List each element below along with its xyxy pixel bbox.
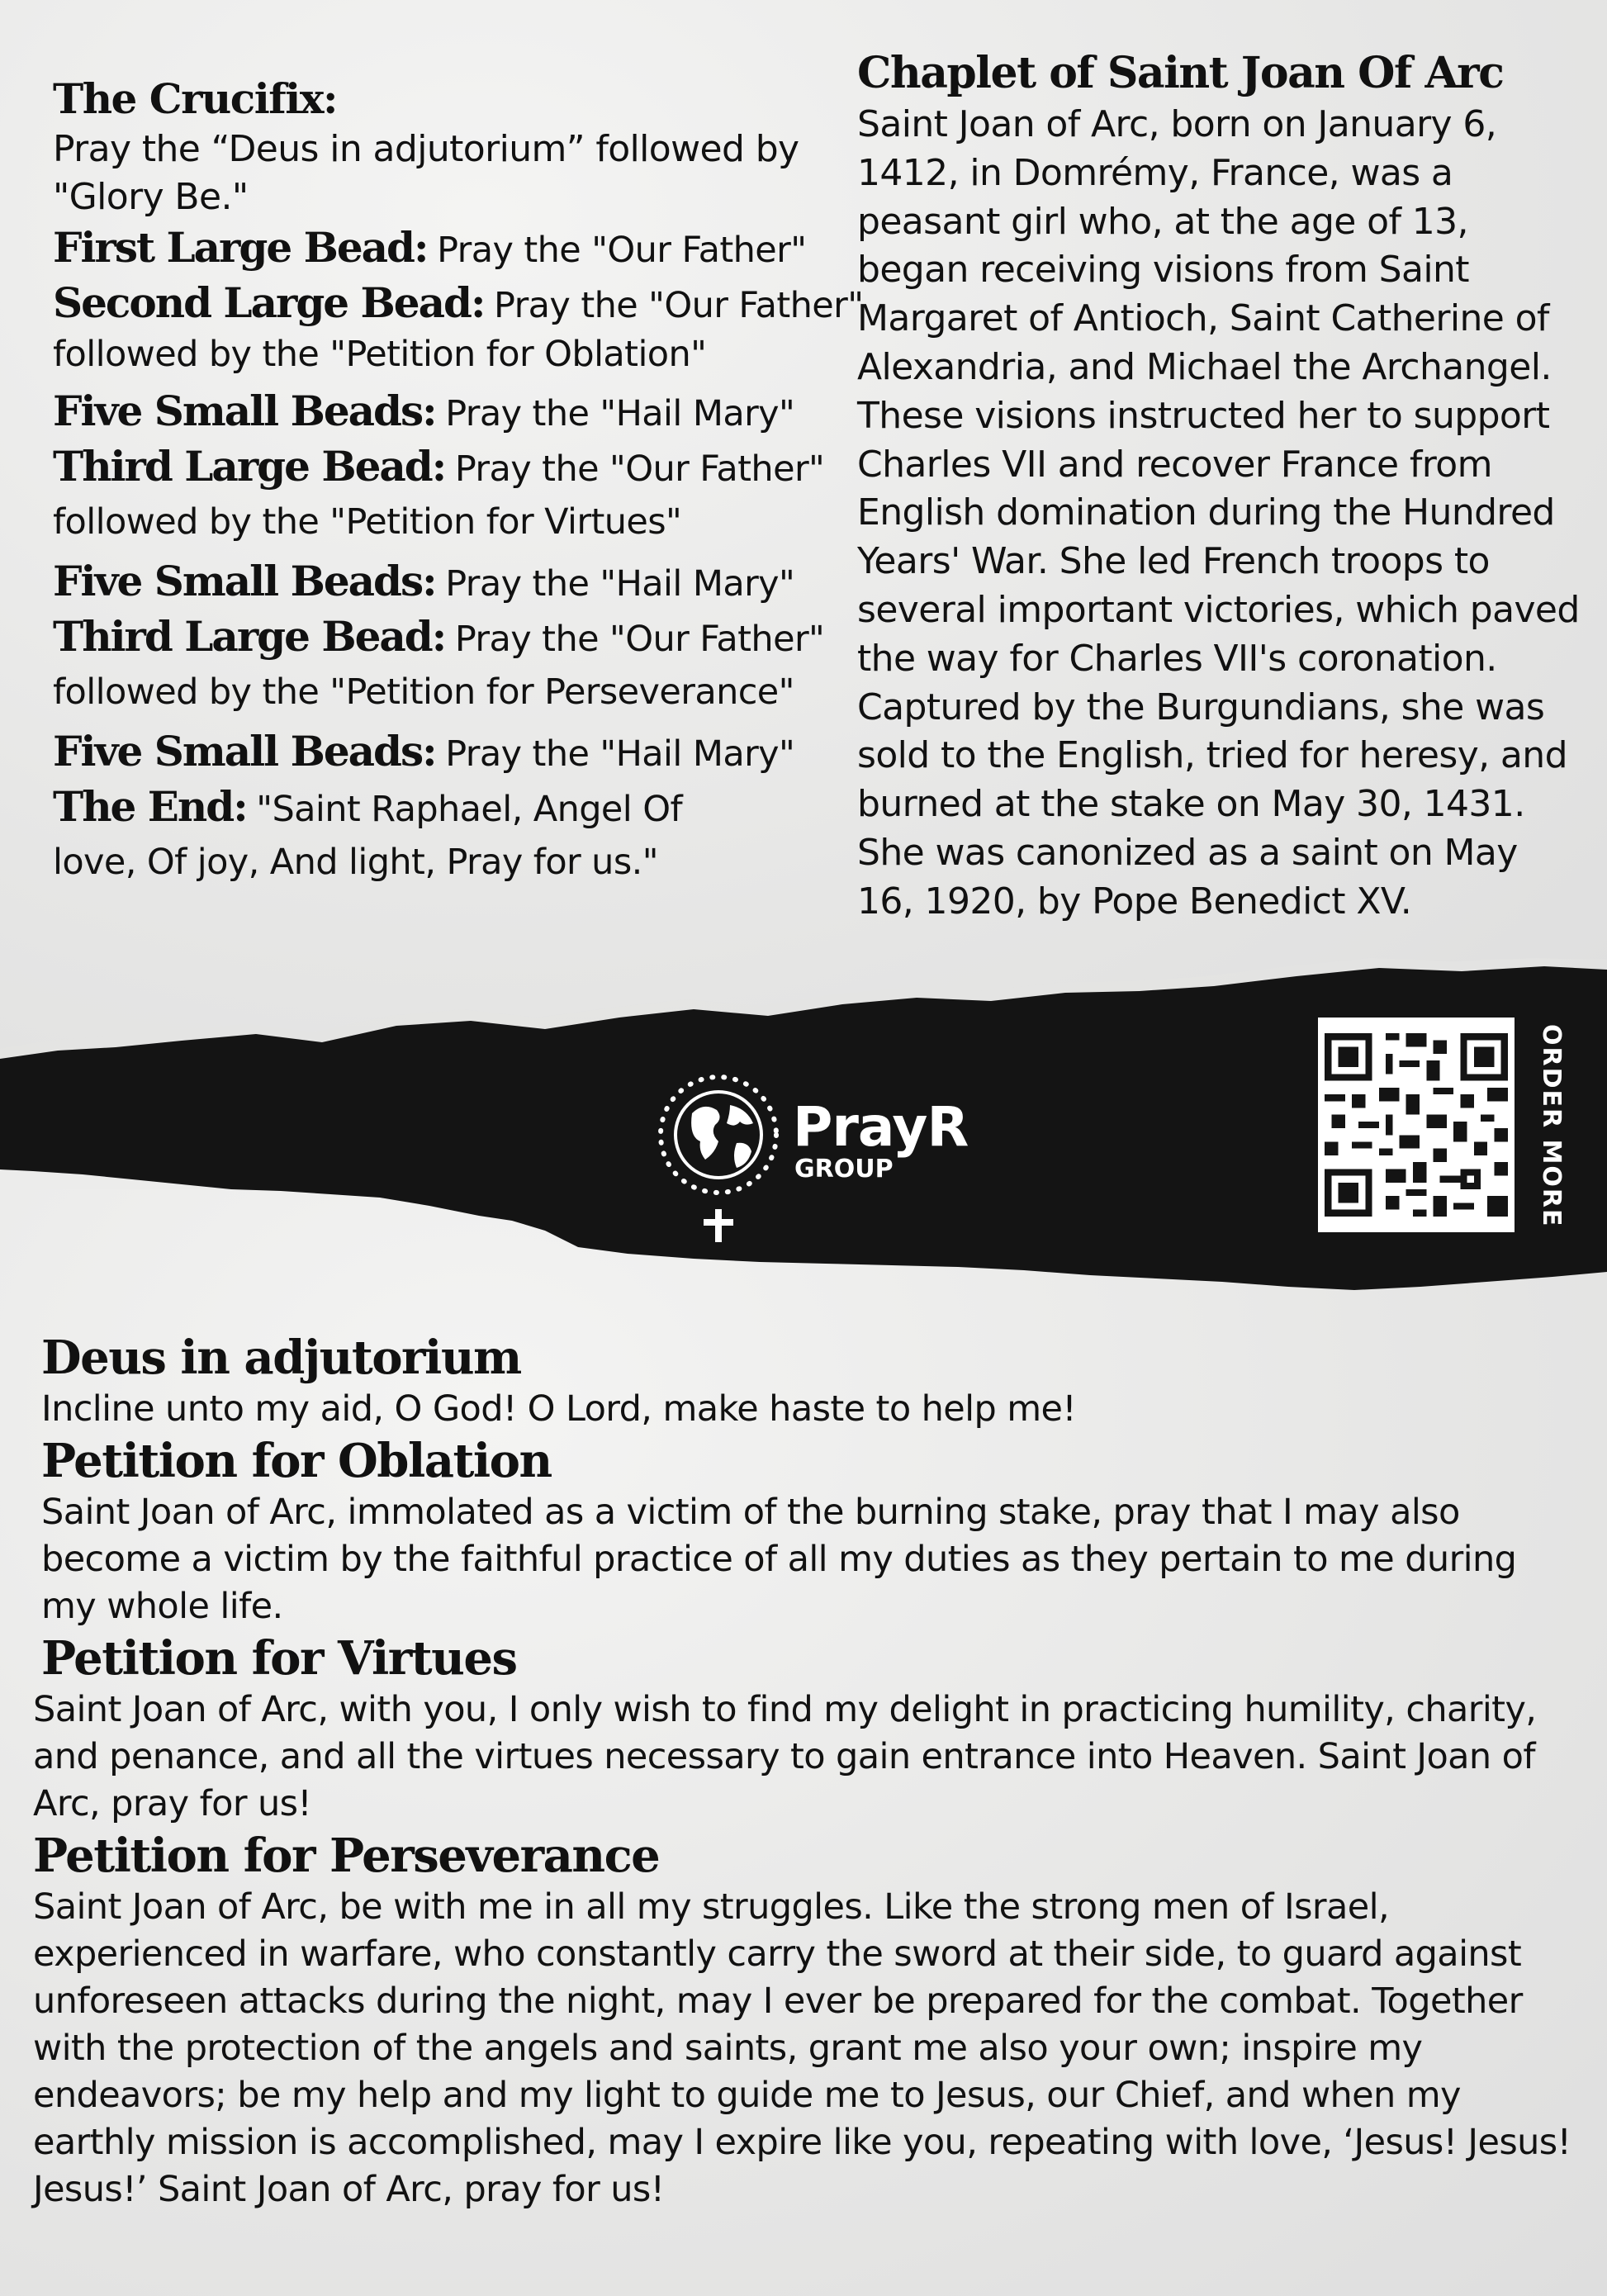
crucifix-heading: The Crucifix: bbox=[53, 74, 337, 123]
biography-text: Saint Joan of Arc, born on January 6, 1412, in Domrémy, France, was a peasant girl who, at the age of 13, began receiving visions from Saint Margaret of Antioch, Saint Catherine of Alexandria, and Michael the Archangel. These visions instructed her to support Charles VII and recover France from English domination during the Hundred Years' War. She led French troops to several important victories, which paved the way for Charles VII's coronation. Captured by the Burgundians, she was sold to the English, tried for heresy, and burned at the stake on May 30, 1431. She was canonized as a saint on May 16, 1920, by Pope Benedict XV. bbox=[857, 103, 1580, 923]
bead-row bbox=[53, 610, 846, 666]
prayer-title: Petition for Perseverance bbox=[33, 1829, 660, 1883]
prayer-text: Saint Joan of Arc, immolated as a victim of the burning stake, pray that I may also become a victim by the faithful practice of all my duties as they pertain to me during my whole life. bbox=[41, 1492, 1517, 1627]
bead-label: Third Large Bead: bbox=[53, 442, 446, 491]
biography bbox=[857, 46, 1584, 927]
bead-text: Pray the "Our Father" bbox=[454, 619, 825, 660]
bead-row bbox=[53, 780, 846, 836]
bead-label: Third Large Bead: bbox=[53, 612, 446, 661]
bead-text: Pray the "Our Father" bbox=[437, 230, 807, 271]
prayer-title: Petition for Virtues bbox=[41, 1631, 517, 1686]
logo-title: PrayR bbox=[793, 1095, 969, 1159]
bead-text: Pray the "Our Father" bbox=[454, 448, 825, 490]
bead-text: followed by the "Petition for Oblation" bbox=[53, 334, 707, 375]
bead-row bbox=[53, 277, 864, 332]
bead-row bbox=[53, 666, 846, 719]
bead-label: First Large Bead: bbox=[53, 223, 428, 272]
chaplet-title: Chaplet of Saint Joan Of Arc bbox=[857, 48, 1504, 98]
prayer-text: Saint Joan of Arc, with you, I only wish to find my delight in practicing humility, charity, and penance, and all the virtues necessary to gain entrance into Heaven. Saint Joan of Arc, pray for us! bbox=[33, 1689, 1537, 1824]
bead-text: "Saint Raphael, Angel Of bbox=[256, 789, 682, 830]
prayer-text: Saint Joan of Arc, be with me in all my struggles. Like the strong men of Israel, experienced in warfare, who constantly carry the sword at their side, to guard against unforeseen attacks during the night, may I ever be prepared for the combat. Together with the protection of the angels and saints, grant me also your own; inspire my endeavors; be my help and my light to guide me to Jesus, our Chief, and when my earthly mission is accomplished, may I expire like you, repeating with love, ‘Jesus! Jesus! Jesus!’ Saint Joan of Arc, pray for us! bbox=[33, 1886, 1571, 2210]
bead-row bbox=[53, 221, 846, 277]
bead-text: Pray the "Hail Mary" bbox=[445, 563, 795, 605]
bead-label: Five Small Beads: bbox=[53, 727, 436, 776]
bead-label: The End: bbox=[53, 782, 247, 831]
bead-row bbox=[53, 555, 846, 610]
logo-wordmark bbox=[793, 1095, 969, 1184]
bead-text: Pray the "Our Father" bbox=[494, 285, 864, 326]
prayer-title: Deus in adjutorium bbox=[41, 1331, 521, 1385]
bead-label: Second Large Bead: bbox=[53, 278, 485, 327]
bead-row bbox=[53, 725, 846, 780]
bead-text: love, Of joy, And light, Pray for us." bbox=[53, 842, 658, 883]
bead-text: followed by the "Petition for Perseverance" bbox=[53, 671, 794, 713]
qr-code-icon[interactable] bbox=[1318, 1018, 1515, 1232]
bead-label: Five Small Beads: bbox=[53, 387, 436, 435]
prayers-section bbox=[33, 1330, 1586, 2213]
bead-row bbox=[53, 440, 846, 496]
logo-subtitle: GROUP bbox=[794, 1155, 894, 1184]
bead-row bbox=[53, 332, 846, 377]
bead-text: Pray the "Hail Mary" bbox=[445, 733, 795, 775]
bead-row bbox=[53, 385, 846, 440]
prayer-title: Petition for Oblation bbox=[41, 1434, 552, 1488]
bead-text: followed by the "Petition for Virtues" bbox=[53, 501, 682, 543]
bead-label: Five Small Beads: bbox=[53, 557, 436, 605]
bead-text: Pray the "Hail Mary" bbox=[445, 393, 795, 434]
order-more-label[interactable]: ORDER MORE bbox=[1537, 1023, 1566, 1228]
beads-instructions bbox=[53, 73, 864, 889]
crucifix-text: Pray the “Deus in adjutorium” followed by "Glory Be." bbox=[53, 128, 799, 218]
bead-row bbox=[53, 496, 846, 548]
bead-list bbox=[53, 221, 864, 889]
prayer-text: Incline unto my aid, O God! O Lord, make haste to help me! bbox=[41, 1388, 1076, 1430]
bead-row bbox=[53, 836, 846, 889]
